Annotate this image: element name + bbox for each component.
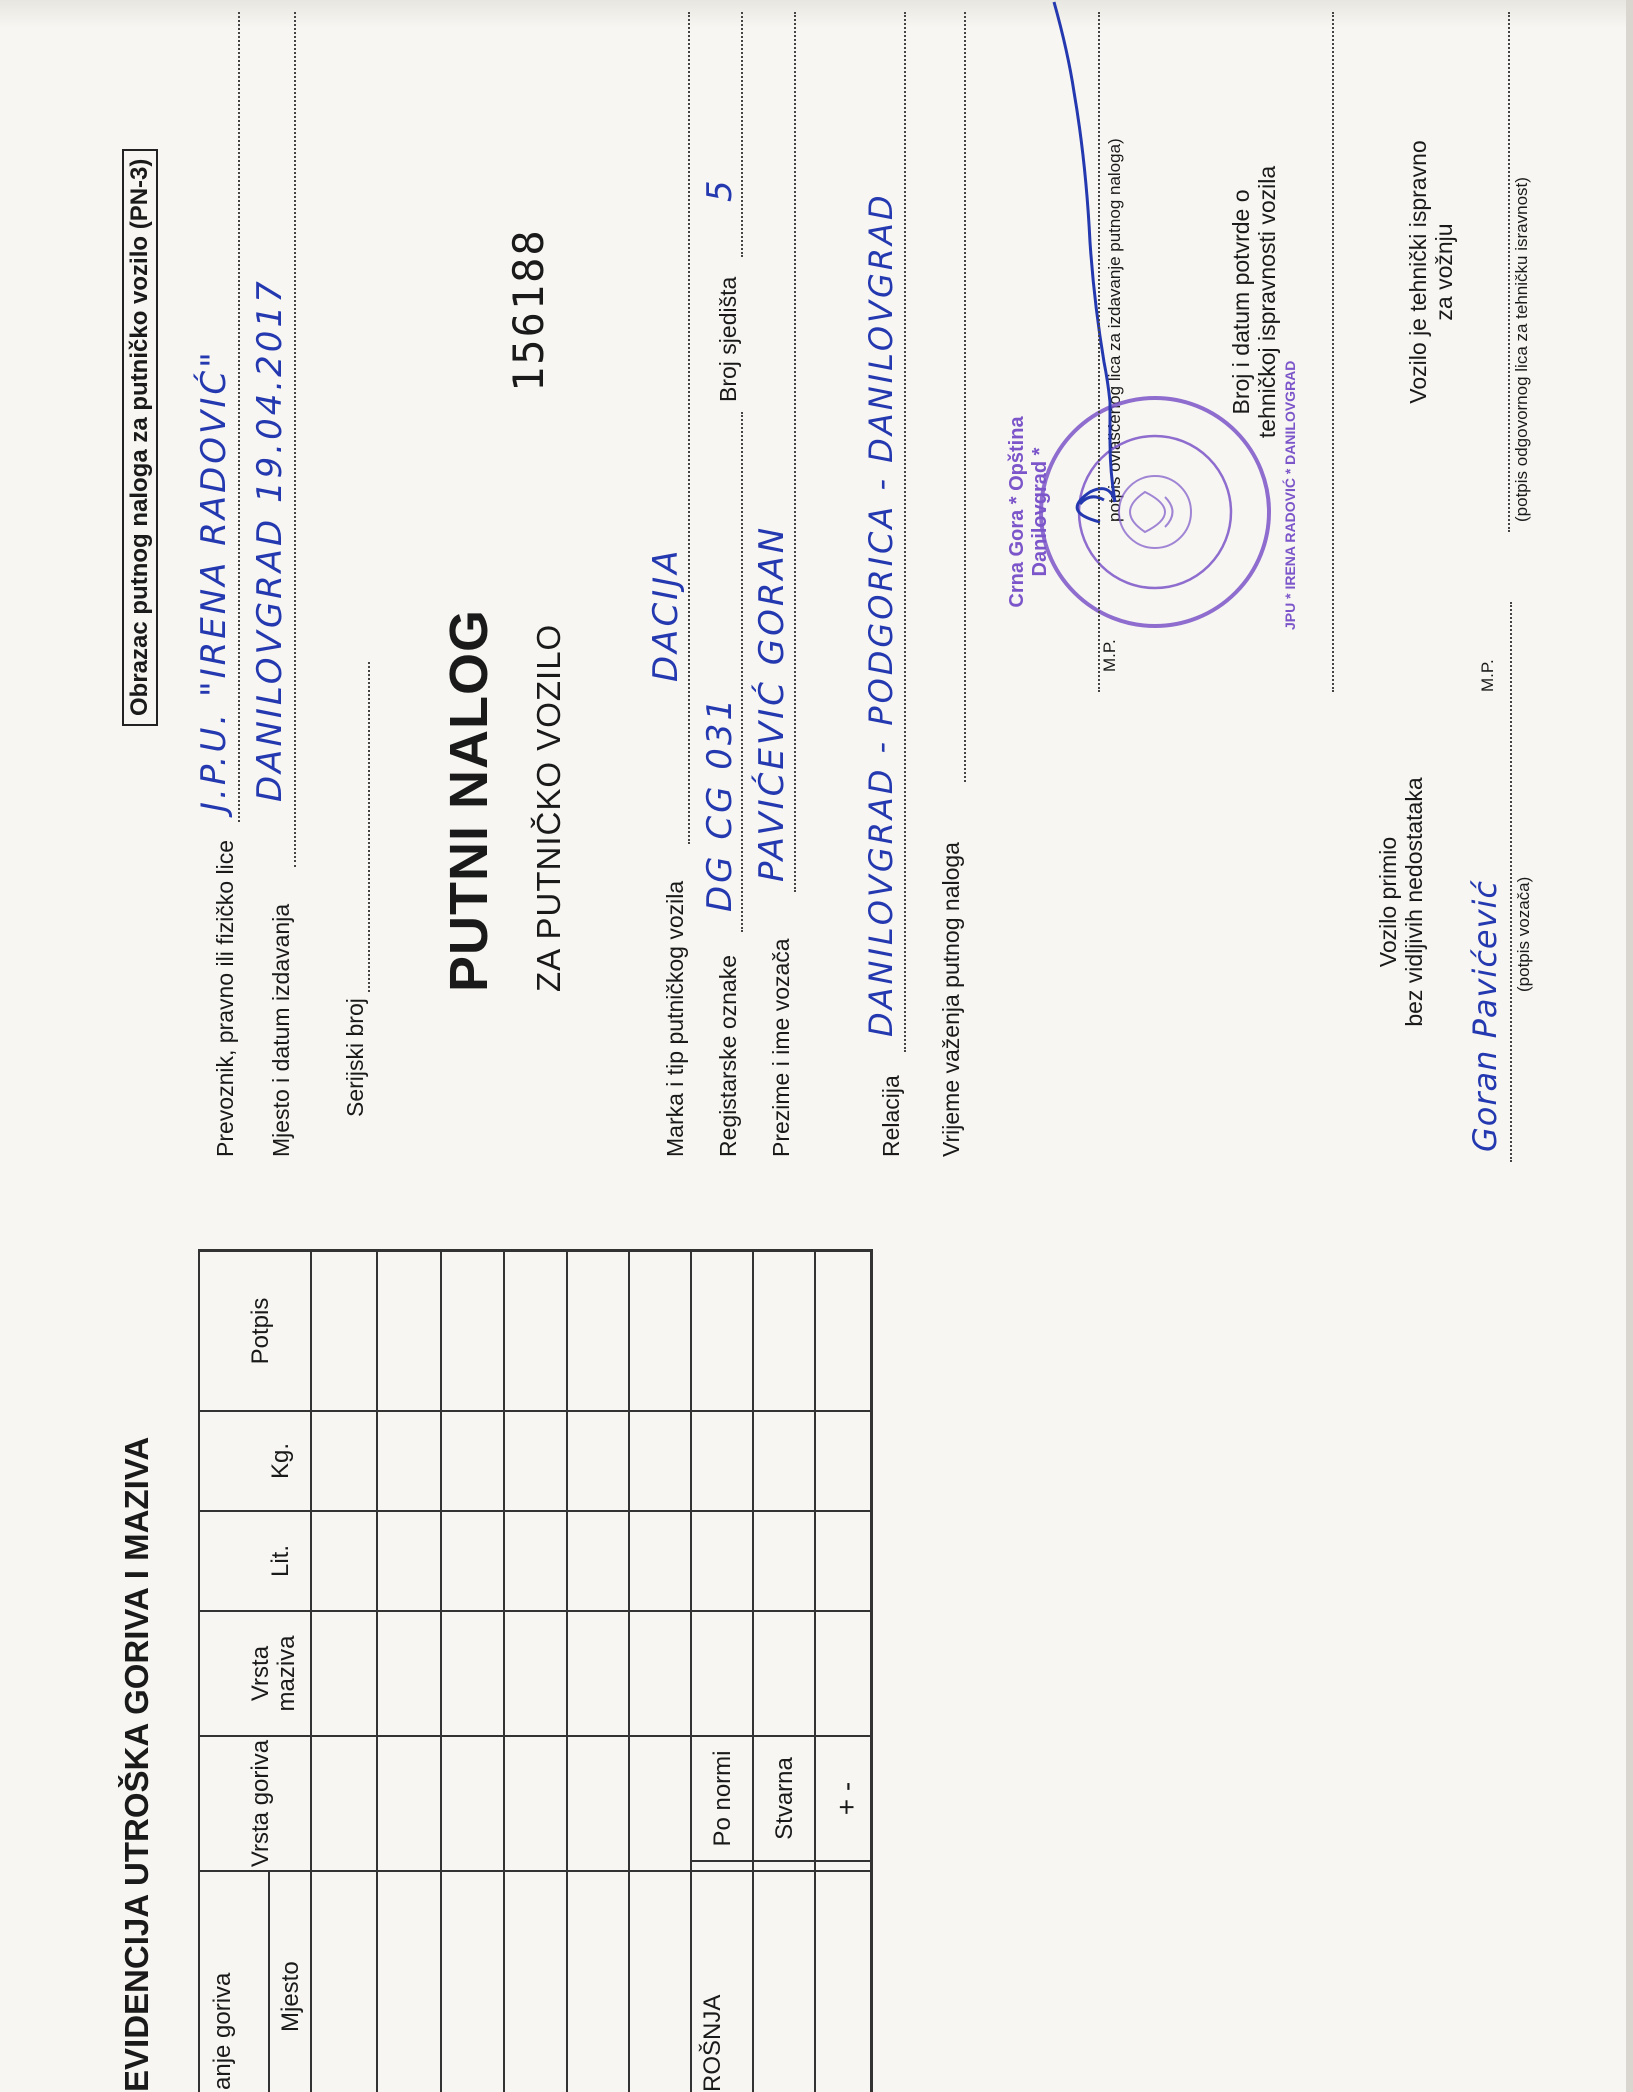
form-title: PUTNI NALOG bbox=[439, 609, 499, 992]
relacija-label: Relacija bbox=[878, 1075, 904, 1157]
table-line bbox=[628, 1250, 630, 2092]
marka-tip-value: DACIJA bbox=[646, 547, 686, 682]
ovlasceno-line bbox=[1098, 12, 1100, 692]
table-line bbox=[198, 1870, 873, 1872]
table-line bbox=[690, 1860, 873, 1862]
table-line bbox=[310, 1250, 312, 2092]
registarske-value: DG CG 031 bbox=[700, 695, 740, 912]
relacija-value: DANILOVGRAD - PODGORICA - DANILOVGRAD bbox=[862, 192, 900, 1037]
broj-sjedista-value: 5 bbox=[700, 177, 740, 202]
col-vrsta-maziva: Vrsta maziva bbox=[247, 1635, 301, 1712]
vozac-signature-label: (potpis vozača) bbox=[1514, 876, 1533, 992]
table-line bbox=[566, 1250, 568, 2092]
mp-stamp-label-2: M.P. bbox=[1478, 659, 1497, 692]
table-line bbox=[440, 1250, 442, 2092]
table-line bbox=[268, 1872, 270, 2092]
potvrda-line-1: Broj i datum potvrde o bbox=[1228, 189, 1254, 415]
ovlasceno-label: potpis ovlašćenog lica za izdavanje putnog naloga) bbox=[1105, 138, 1124, 522]
potvrda-line bbox=[1332, 12, 1334, 692]
table-line bbox=[376, 1250, 378, 2092]
relacija-line bbox=[904, 12, 906, 1052]
row-plus-minus: + - bbox=[831, 1781, 862, 1816]
serijski-broj-line bbox=[368, 662, 370, 992]
table-line bbox=[503, 1250, 505, 2092]
prevoznik-value: J.P.U. "IRENA RADOVIĆ" bbox=[194, 349, 234, 812]
primio-line-1: Vozilo primio bbox=[1375, 836, 1401, 968]
stamp-inner-text: JPU * IRENA RADOVIĆ * DANILOVGRAD bbox=[1282, 360, 1298, 630]
vozac-signature-line bbox=[1510, 602, 1512, 1162]
form-subtitle: ZA PUTNIČKO VOZILO bbox=[530, 623, 567, 992]
vrijeme-label: Vrijeme važenja putnog naloga bbox=[938, 842, 964, 1157]
form-header-box: Obrazac putnog naloga za putničko vozilo (PN-3) bbox=[122, 149, 158, 726]
mjesto-datum-label: Mjesto i datum izdavanja bbox=[268, 903, 294, 1157]
table-line bbox=[198, 1510, 873, 1512]
marka-tip-line bbox=[688, 12, 690, 844]
row-stvarna: Stvarna bbox=[771, 1757, 798, 1840]
registarske-line bbox=[741, 412, 743, 932]
mjesto-datum-line bbox=[294, 12, 296, 867]
col-mjesto: Mjesto bbox=[277, 1961, 304, 2032]
table-line bbox=[198, 1410, 873, 1412]
row-po-normi: Po normi bbox=[709, 1750, 736, 1847]
table-line bbox=[814, 1250, 816, 2092]
potvrda-line-2: tehničkoj ispravnosti vozila bbox=[1254, 165, 1281, 439]
vozac-value: PAVIĆEVIĆ GORAN bbox=[752, 524, 792, 882]
table-title: EVIDENCIJA UTROŠKA GORIVA I MAZIVA bbox=[118, 1436, 155, 2092]
ispravno-block bbox=[1405, 92, 1458, 452]
serijski-broj-label: Serijski broj bbox=[342, 998, 368, 1117]
summary-label: ROŠNJA bbox=[699, 1994, 726, 2092]
table-line bbox=[198, 1250, 200, 2092]
col-lit: Lit. bbox=[267, 1545, 294, 1578]
col-punjenje-goriva: anje goriva bbox=[209, 1972, 236, 2090]
mjesto-datum-value: DANILOVGRAD 19.04.2017 bbox=[250, 278, 290, 802]
table-line bbox=[198, 1249, 873, 1252]
col-kg: Kg. bbox=[267, 1442, 294, 1480]
vozac-line bbox=[794, 12, 796, 892]
authorized-signature bbox=[1040, 0, 1120, 532]
table-line bbox=[752, 1250, 754, 2092]
vozac-label: Prezime i ime vozača bbox=[768, 938, 794, 1157]
primio-block bbox=[1375, 752, 1428, 1052]
serial-number: 156188 bbox=[504, 228, 553, 392]
primio-line-2: bez vidljivih nedostataka bbox=[1401, 777, 1428, 1027]
vrijeme-line bbox=[964, 12, 966, 782]
col-potpis: Potpis bbox=[247, 1297, 274, 1365]
table-line bbox=[870, 1250, 873, 2092]
broj-sjedista-label: Broj sjedišta bbox=[715, 276, 741, 402]
ispravno-line-1: Vozilo je tehnički ispravno bbox=[1405, 140, 1431, 404]
ispravno-line-2: za vožnju bbox=[1431, 223, 1458, 321]
marka-tip-label: Marka i tip putničkog vozila bbox=[662, 880, 688, 1157]
registarske-label: Registarske oznake bbox=[715, 955, 741, 1157]
odgovorno-line bbox=[1508, 12, 1510, 532]
table-line bbox=[690, 1250, 692, 2092]
potvrda-block bbox=[1228, 112, 1281, 492]
broj-sjedista-line bbox=[741, 12, 743, 257]
prevoznik-label: Prevoznik, pravno ili fizičko lice bbox=[212, 839, 238, 1157]
col-vrsta-goriva: Vrsta goriva bbox=[247, 1739, 274, 1868]
mp-stamp-label-1: M.P. bbox=[1100, 639, 1119, 672]
odgovorno-label: (potpis odgovornog lica za tehničku isravnost) bbox=[1512, 177, 1531, 522]
vozac-signature: Goran Pavićević bbox=[1466, 879, 1504, 1152]
stamp-outer-text: Crna Gora * Opština Danilovgrad * bbox=[1006, 416, 1051, 608]
prevoznik-line bbox=[238, 12, 240, 822]
